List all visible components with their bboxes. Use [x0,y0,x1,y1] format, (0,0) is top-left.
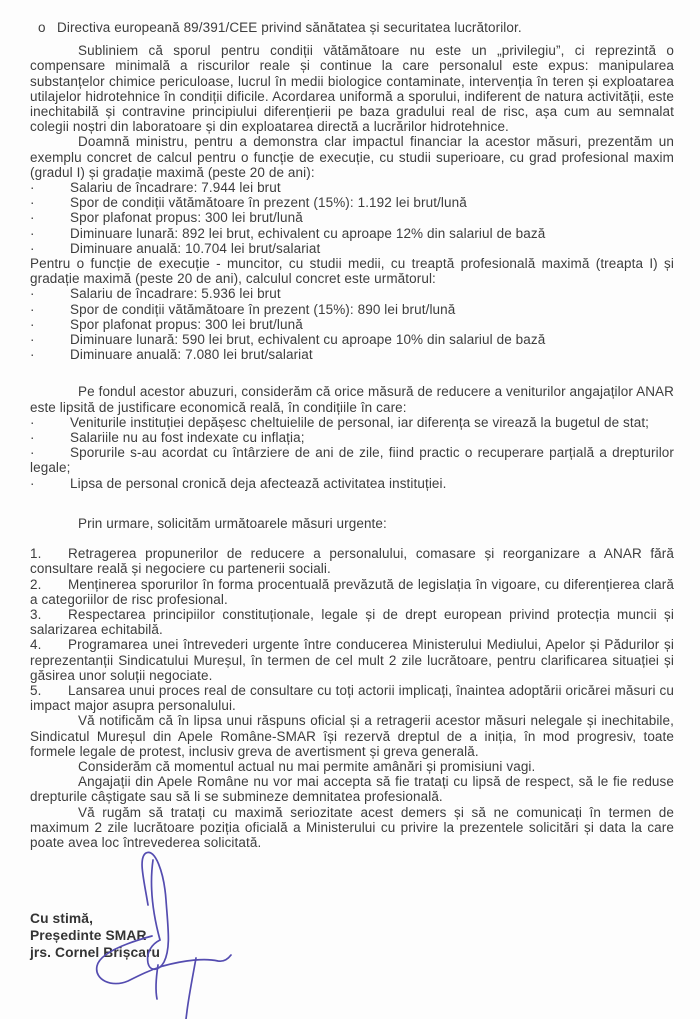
context-item-text: Veniturile instituției depășesc cheltuielile de personal, iar diferența se virează la bugetul de stat; [70,414,650,430]
bullet-marker: · [30,180,35,196]
example2-item-text: Salariu de încadrare: 5.936 lei brut [70,286,281,302]
paragraph-context-lead: Pe fondul acestor abuzuri, considerăm că orice măsură de reducere a veniturilor angajaților ANAR este lipsită de justificare economică reală, în condițiile în care: [30,384,674,415]
example1-item-text: Salariu de încadrare: 7.944 lei brut [70,180,281,196]
demand-number: 1. [30,546,42,562]
example2-item-text: Spor de condiții vătămătoare în prezent (15%): 890 lei brut/lună [70,301,456,317]
context-item [30,415,674,430]
signature-stroke-tail [186,958,196,1019]
example1-item-text: Spor de condiții vătămătoare în prezent (15%): 1.192 lei brut/lună [70,195,467,211]
intro-bullet-item [30,20,674,35]
context-item-text: Salariile nu au fost indexate cu inflația; [70,430,305,446]
demand-item [30,607,674,637]
example2-item [30,317,674,332]
example2-item [30,332,674,347]
example2-item [30,302,674,317]
bullet-marker: · [30,240,35,256]
context-item-text: Lipsa de personal cronică deja afectează activitatea instituției. [70,475,447,491]
example2-item [30,286,674,301]
paragraph-example2-lead: Pentru o funcție de execuție - muncitor, cu studii medii, cu treaptă profesională maximă (treapta I) și gradație maximă (peste 20 de ani), calculul concret este următorul: [30,256,674,287]
demand-number: 3. [30,606,42,622]
bullet-marker: · [30,210,35,226]
closing-signatory-name: jrs. Cornel Brișcaru [30,945,161,961]
demand-text: Lansarea unui proces real de consultare cu toți actorii implicați, înaintea adoptării oricărei măsuri cu impact major asupra personalului. [30,682,674,714]
demand-number: 2. [30,576,42,592]
bullet-marker: · [30,475,35,491]
demand-number: 5. [30,682,42,698]
demand-item [30,577,674,607]
closing-title: Președinte SMAR [30,928,147,944]
example2-item-text: Diminuare anuală: 7.080 lei brut/salariat [70,347,313,363]
context-item [30,445,674,475]
bullet-marker: · [30,332,35,348]
example1-item [30,180,674,195]
demand-text: Retragerea propunerilor de reducere a personalului, comasare și reorganizare a ANAR fără consultare reală și negociere cu partenerii sociali. [30,546,674,577]
paragraph-example1-lead: Doamnă ministru, pentru a demonstra clar impactul financiar la acestor măsuri, prezentăm un exemplu concret de calcul pentru o funcție de execuție, cu studii superioare, cu grad profesional maxim (gradul I) și gradație maximă (peste 20 de ani): [30,134,674,180]
bullet-marker: · [30,225,35,241]
example2-item [30,347,674,362]
example1-item-text: Diminuare anuală: 10.704 lei brut/salariat [70,240,321,256]
example1-item [30,195,674,210]
letter-body [30,20,674,961]
demand-item [30,546,674,576]
signature-stroke-descender [156,965,158,999]
paragraph-allowance-justification: Subliniem că sporul pentru condiții vătămătoare nu este un „privilegiu”, ci reprezintă o compensare minimală a riscurilor reale și continue la care personalul este expus: manipularea substanțelor chimice periculoase, lucrul în medii biologice contaminate, intervenția în teren și exploatarea utilajelor hidrotehnice în condiții dificile. Acordarea uniformă a sporului, indiferent de natura activității, este inechitabilă și contravine principiului diferențierii pe baza gradului real de risc, așa cum au semnalat colegii noștri din laboratoare și din exploatarea directă a lucrărilor hidrotehnice. [30,43,674,135]
paragraph-request-reply: Vă rugăm să tratați cu maximă seriozitate acest demers și să ne comunicați în termen de maximum 2 zile lucrătoare poziția oficială a Ministerului cu privire la prezentele solicitări și data la care poate avea loc întrevederea solicitată. [30,804,674,850]
bullet-marker: · [30,347,35,363]
example1-item-text: Spor plafonat propus: 300 lei brut/lună [70,210,303,226]
closing-salutation: Cu stimă, [30,911,93,927]
bullet-marker: · [30,286,35,302]
bullet-marker: · [30,316,35,332]
paragraph-notification: Vă notificăm că în lipsa unui răspuns oficial și a retragerii acestor măsuri nelegale și inechitabile, Sindicatul Mureșul din Apele Române-SMAR își rezervă dreptul de a iniția, în mod progresiv, toate formele legale de protest, inclusiv greva de avertisment și greva generală. [30,713,674,759]
demand-text: Respectarea principiilor constituționale, legale și de drept european privind protecția muncii și salarizarea echitabilă. [30,606,674,638]
bullet-marker: · [30,195,35,211]
intro-bullet-marker: o [38,20,46,35]
context-item [30,476,674,491]
bullet-marker: · [30,430,35,446]
demand-text: Programarea unei întrevederi urgente între conducerea Ministerului Mediului, Apelor și Pădurilor și reprezentanții Sindicatului Mureșul, în termen de cel mult 2 zile lucrătoare, pentru clarificarea situației și găsirea unor soluții negociate. [30,637,674,683]
demand-item [30,637,674,683]
bullet-marker: · [30,301,35,317]
context-item [30,430,674,445]
paragraph-demands-lead: Prin urmare, solicităm următoarele măsuri urgente: [78,515,387,531]
bullet-marker: · [30,414,35,430]
paragraph-dignity: Angajații din Apele Române nu vor mai accepta să fie tratați cu lipsă de respect, să le fie reduse drepturile câștigate sau să li se submineze demnitatea profesională. [30,774,674,805]
context-item-text: Sporurile s-au acordat cu întârziere de ani de zile, fiind practic o recuperare parțială a drepturilor legale; [30,445,674,476]
example1-item-text: Diminuare lunară: 892 lei brut, echivalent cu aproape 12% din salariul de bază [70,225,546,241]
example1-item [30,241,674,256]
example2-item-text: Spor plafonat propus: 300 lei brut/lună [70,316,303,332]
example1-item [30,226,674,241]
intro-bullet-text: Directiva europeană 89/391/CEE privind sănătatea și securitatea lucrătorilor. [57,20,522,35]
paragraph-no-delays: Considerăm că momentul actual nu mai permite amânări și promisiuni vagi. [78,758,536,774]
demand-item [30,683,674,713]
closing-block [30,910,674,961]
demand-text: Menținerea sporurilor în forma procentuală prevăzută de legislația în vigoare, cu diferențierea clară a categoriilor de risc profesional. [30,576,674,607]
example2-item-text: Diminuare lunară: 590 lei brut, echivalent cu aproape 10% din salariul de bază [70,332,546,348]
example1-item [30,210,674,225]
demand-number: 4. [30,637,42,653]
bullet-marker: · [30,445,35,461]
